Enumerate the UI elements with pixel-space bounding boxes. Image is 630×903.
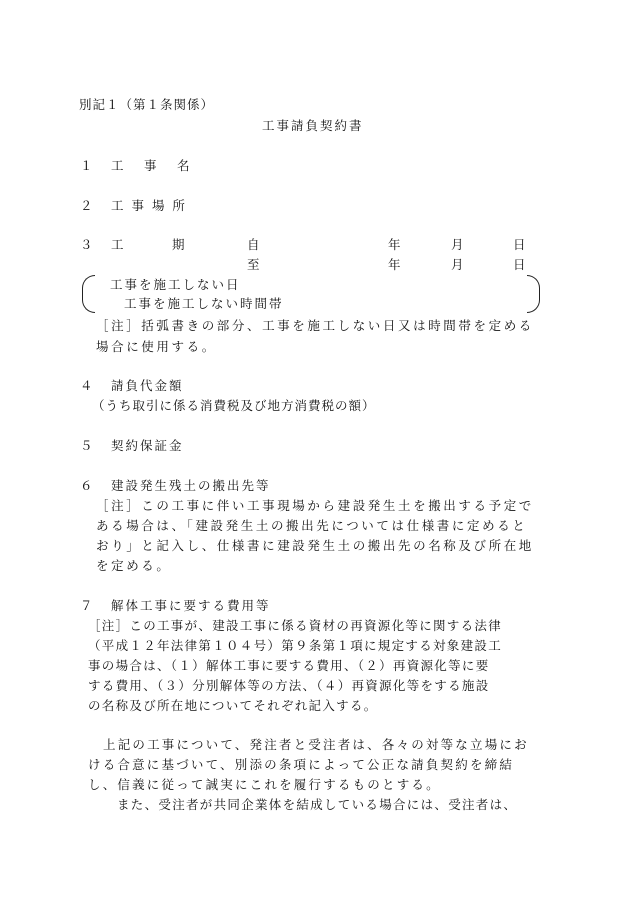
item-6-number: ６ <box>80 478 95 493</box>
period-from-month: 月 <box>451 237 466 252</box>
period-to-month: 月 <box>451 257 466 272</box>
item-1-number: １ <box>80 158 95 173</box>
item-5-label: 契約保証金 <box>111 438 184 453</box>
right-parenthesis <box>527 275 540 313</box>
body-para-2-line-1: また、受注者が共同企業体を結成している場合には、受注者は、 <box>117 797 518 812</box>
item-1-label: 工 事 名 <box>111 158 194 173</box>
item-6-note-line-2: ある場合は、「建設発生土の搬出先については仕様書に定めると <box>96 518 528 533</box>
body-para-1-line-1: 上記の工事について、発注者と受注者は、各々の対等な立場にお <box>103 737 529 752</box>
annex-label: 別記１（第１条関係） <box>79 97 215 112</box>
item-3-note-line-2: 場合に使用する。 <box>96 339 217 354</box>
item-5-number: ５ <box>80 438 95 453</box>
item-3-label-b: 期 <box>172 237 187 252</box>
period-from: 自 <box>247 237 262 252</box>
period-from-year: 年 <box>388 237 403 252</box>
document-title: 工事請負契約書 <box>262 118 364 133</box>
item-7-note-line-5: の名称及び所在地についてそれぞれ記入する。 <box>88 698 378 713</box>
body-para-1-line-2: ける合意に基づいて、別添の条項によって公正な請負契約を締結 <box>88 757 515 772</box>
item-6-note-line-3: おり」と記入し、仕様書に建設発生土の搬出先の名称及び所在地 <box>96 538 534 553</box>
item-7-note-line-3: 事の場合は、（１）解体工事に要する費用、（２）再資源化等に要 <box>88 658 490 673</box>
item-7-note-line-1: ［注］この工事が、建設工事に係る資材の再資源化等に関する法律 <box>88 618 503 633</box>
item-7-note-line-2: （平成１２年法律第１０４号）第９条第１項に規定する対象建設工 <box>88 638 503 653</box>
item-6-note-line-1: ［注］この工事に伴い工事現場から建設発生土を搬出する予定で <box>96 498 534 513</box>
period-from-day: 日 <box>513 237 528 252</box>
period-to: 至 <box>247 257 262 272</box>
item-4-number: ４ <box>80 378 95 393</box>
item-4-tax-note: （うち取引に係る消費税及び地方消費税の額） <box>92 398 376 413</box>
item-6-label: 建設発生残土の搬出先等 <box>111 478 271 493</box>
item-3-number: ３ <box>80 237 95 252</box>
item-6-note-line-4: を定める。 <box>96 558 172 573</box>
period-to-year: 年 <box>388 257 403 272</box>
left-parenthesis <box>82 275 95 313</box>
item-7-number: ７ <box>80 598 95 613</box>
item-3-label-a: 工 <box>111 237 126 252</box>
no-work-hours: 工事を施工しない時間帯 <box>124 296 284 311</box>
item-4-label: 請負代金額 <box>111 378 184 393</box>
no-work-days: 工事を施工しない日 <box>110 277 241 292</box>
item-7-label: 解体工事に要する費用等 <box>111 598 271 613</box>
item-2-label: 工 事 場 所 <box>111 198 187 213</box>
item-3-note-line-1: ［注］括弧書きの部分、工事を施工しない日又は時間帯を定める <box>96 318 534 333</box>
body-para-1-line-3: し、信義に従って誠実にこれを履行するものとする。 <box>88 777 441 792</box>
item-2-number: ２ <box>80 198 95 213</box>
item-7-note-line-4: する費用、（３）分別解体等の方法、（４）再資源化等をする施設 <box>88 678 490 693</box>
period-to-day: 日 <box>513 257 528 272</box>
